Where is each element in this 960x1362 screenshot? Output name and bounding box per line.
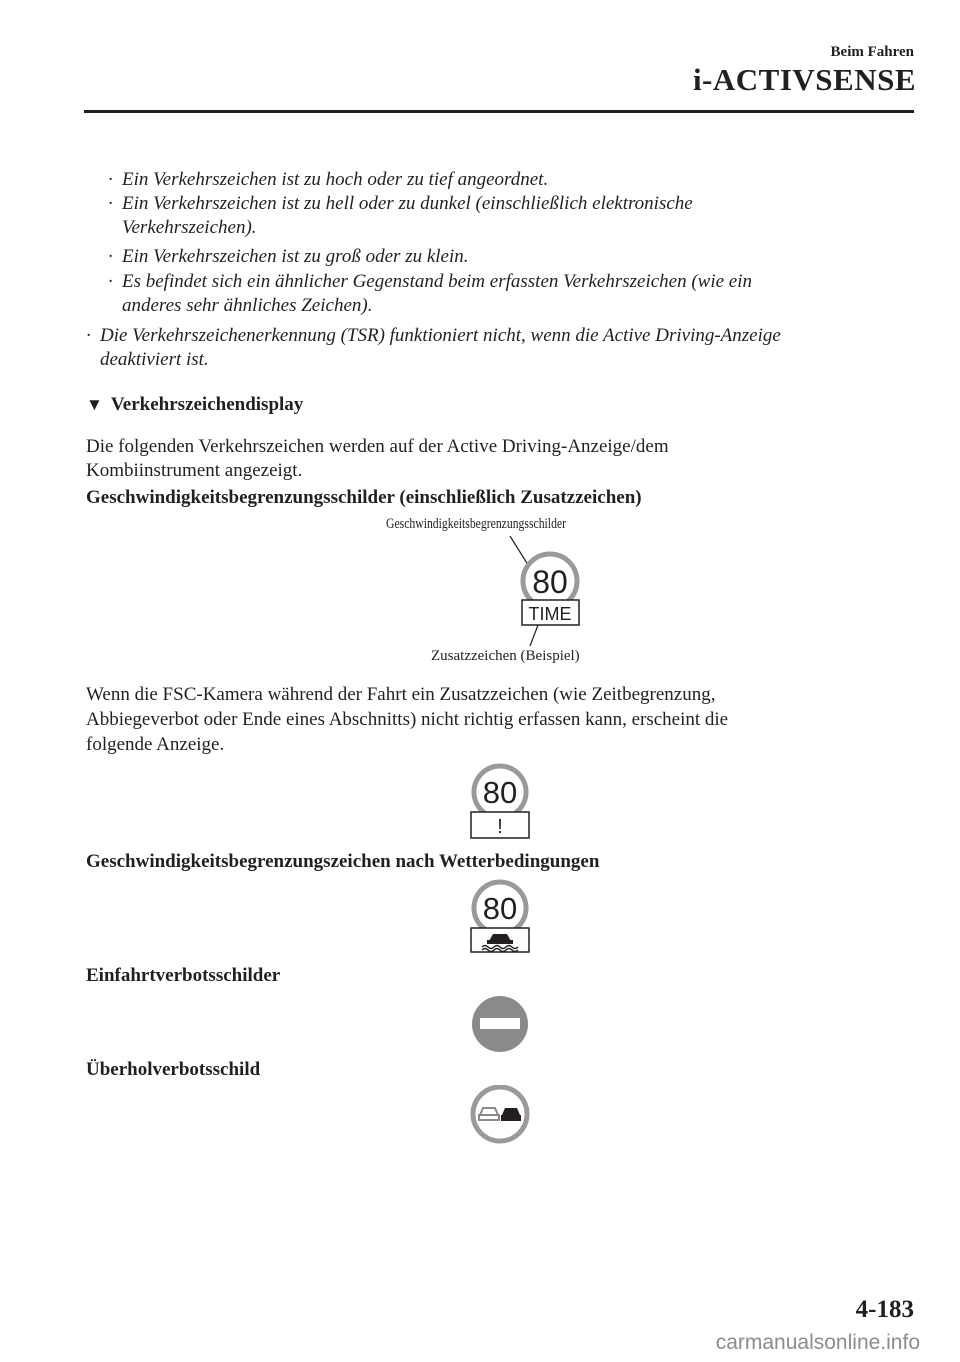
callout-leader-line — [530, 625, 538, 646]
weather-heading: Geschwindigkeitsbegrenzungszeichen nach Wetterbedingungen — [86, 851, 600, 872]
fsc-note-line: Wenn die FSC-Kamera während der Fahrt ein Zusatzzeichen (wie Zeitbegrenzung, — [86, 684, 716, 705]
bullet-item — [86, 324, 781, 348]
bullet-text: Die Verkehrszeichenerkennung (TSR) funktioniert nicht, wenn die Active Driving-Anzeige — [100, 325, 781, 346]
no-overtaking-heading: Überholverbotsschild — [86, 1059, 261, 1080]
bullet-item — [108, 192, 693, 216]
no-overtaking-sign-icon — [470, 1085, 530, 1145]
section-intro-line: Die folgenden Verkehrszeichen werden auf der Active Driving-Anzeige/dem — [86, 436, 669, 457]
triangle-marker-icon: ▼ — [86, 395, 103, 414]
section-title: Verkehrszeichendisplay — [110, 394, 304, 415]
bullet-continuation: anderes sehr ähnliches Zeichen). — [122, 295, 373, 316]
bullet-continuation: Verkehrszeichen). — [122, 217, 257, 238]
fsc-note-line: Abbiegeverbot oder Ende eines Abschnitts) nicht richtig erfassen kann, erscheint die — [86, 709, 729, 730]
no-entry-heading: Einfahrtverbotsschilder — [86, 965, 281, 986]
watermark: carmanualsonline.info — [715, 1331, 920, 1354]
bullet-item — [108, 245, 469, 269]
bullet-dot: · — [86, 325, 91, 346]
section-intro-line: Kombiinstrument angezeigt. — [86, 460, 303, 481]
unrecognized-plate-figure — [465, 760, 535, 842]
bullet-dot: · — [108, 246, 113, 267]
bullet-dot: · — [108, 271, 113, 292]
speed-value: 80 — [532, 564, 568, 600]
speed-value: 80 — [482, 775, 518, 810]
callout-speed-limit-label: Geschwindigkeitsbegrenzungsschilder — [386, 516, 567, 532]
page-number: 4-183 — [855, 1296, 914, 1323]
speed-limit-heading: Geschwindigkeitsbegrenzungsschilder (einschließlich Zusatzzeichen) — [86, 487, 642, 508]
bullet-text: Ein Verkehrszeichen ist zu hoch oder zu tief angeordnet. — [122, 169, 549, 190]
chapter-title: i-ACTIVSENSE — [692, 62, 916, 97]
weather-speed-figure — [465, 878, 535, 956]
bullet-text: Ein Verkehrszeichen ist zu hell oder zu dunkel (einschließlich elektronische — [122, 193, 693, 214]
bullet-item — [108, 168, 548, 192]
bullet-continuation: deaktiviert ist. — [100, 349, 209, 370]
header-divider — [84, 110, 914, 113]
bullet-text: Es befindet sich ein ähnlicher Gegenstand beim erfassten Verkehrszeichen (wie ein — [122, 271, 753, 292]
bullet-dot: · — [108, 193, 113, 214]
speed-limit-figure — [500, 536, 600, 656]
callout-additional-label: Zusatzzeichen (Beispiel) — [431, 648, 580, 664]
plate-text: TIME — [528, 604, 572, 624]
bullet-text: Ein Verkehrszeichen ist zu groß oder zu klein. — [122, 246, 469, 267]
bullet-item — [108, 270, 752, 294]
speed-value: 80 — [482, 891, 518, 926]
no-entry-sign-icon — [470, 994, 530, 1054]
exclamation-icon: ! — [497, 816, 503, 838]
fsc-note-line: folgende Anzeige. — [86, 734, 225, 755]
section-heading — [86, 393, 303, 417]
section-label: Beim Fahren — [830, 44, 914, 60]
bullet-dot: · — [108, 169, 113, 190]
